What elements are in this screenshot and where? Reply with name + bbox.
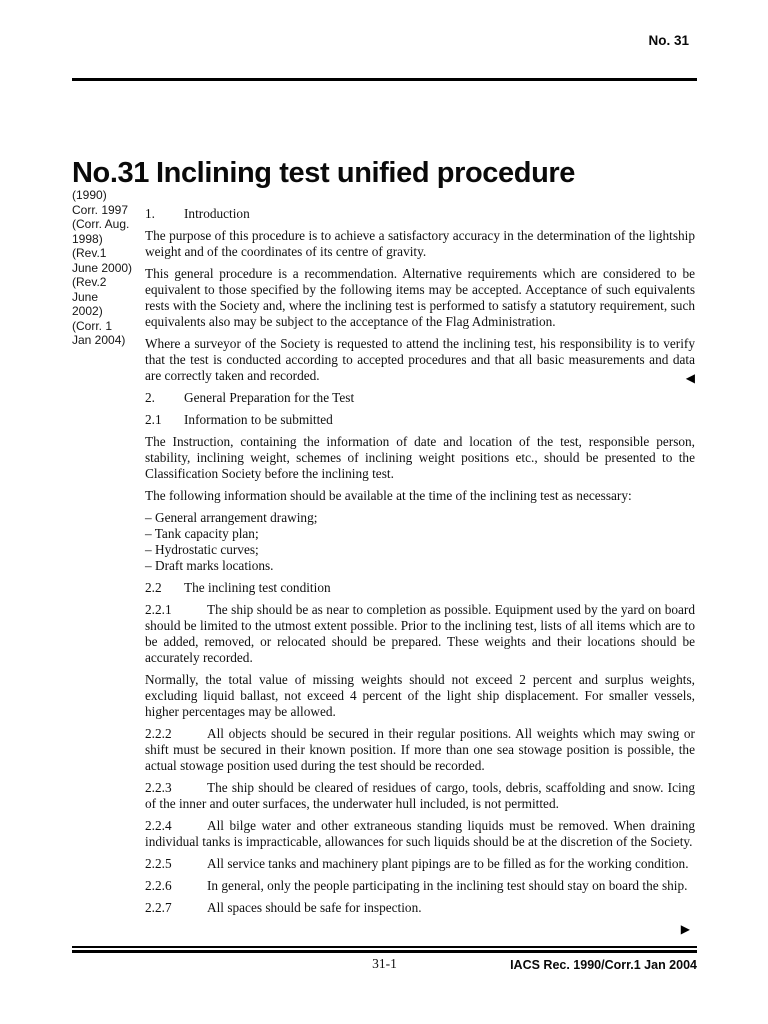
- section-title: Information to be submitted: [184, 412, 333, 427]
- paragraph-intro-3: [145, 336, 695, 384]
- section-title: General Preparation for the Test: [184, 390, 355, 405]
- paragraph-text: Where a surveyor of the Society is requested to attend the inclining test, his responsibility is to verify that the test is conducted according to accepted procedures and that all basic measurements and data are correctly taken and recorded.: [145, 336, 695, 383]
- revision-line: June 2000): [72, 260, 133, 275]
- clause-text: In general, only the people participating in the inclining test should stay on board the ship.: [207, 878, 688, 893]
- paragraph-intro-2: This general procedure is a recommendation. Alternative requirements which are considered to be equivalent to those specified by the following items may be accepted. Acceptance of such equivalents rests with the Society and, where the inclining test is performed to satisfy a statutory requirement, such equivalents also may be subject to the acceptance of the Flag Administration.: [145, 266, 695, 329]
- information-list: [145, 510, 695, 574]
- clause-text: The ship should be cleared of residues of cargo, tools, debris, scaffolding and snow. Icing of the inner and outer surfaces, the underwater hull included, is not permitted.: [145, 780, 695, 811]
- header-rule: [72, 78, 697, 81]
- footer-rule-thin: [72, 946, 697, 948]
- paragraph-2-2-2: [145, 726, 695, 774]
- clause-number: 2.2.3: [145, 780, 172, 795]
- document-body: [145, 206, 695, 922]
- section-number: 1.: [145, 206, 155, 221]
- clause-text: All objects should be secured in their regular positions. All weights which may swing or shift must be secured in their known position. If more than one sea stowage position is possible, the actual stowage position used during the test should be recorded.: [145, 726, 695, 773]
- section-number: 2.2: [145, 580, 162, 595]
- revision-line: (1990): [72, 188, 107, 202]
- clause-number: 2.2.6: [145, 878, 172, 893]
- clause-number: 2.2.1: [145, 602, 172, 617]
- doc-number: No.31: [72, 157, 149, 189]
- revision-history: [72, 188, 146, 348]
- section-heading-2-1: [145, 412, 695, 428]
- section-number: 2.: [145, 390, 155, 405]
- header-doc-number: No. 31: [648, 33, 689, 48]
- clause-number: 2.2.2: [145, 726, 172, 741]
- revision-marker-left-icon: ◀: [685, 371, 695, 385]
- paragraph-2-2-6: [145, 878, 695, 894]
- clause-number: 2.2.4: [145, 818, 172, 833]
- footer-publication-info: IACS Rec. 1990/Corr.1 Jan 2004: [510, 958, 697, 972]
- revision-line: Jan 2004): [72, 333, 126, 347]
- section-title: Introduction: [184, 206, 250, 221]
- footer-page-number: 31-1: [372, 956, 397, 971]
- list-item: – Hydrostatic curves;: [145, 542, 259, 557]
- revision-line: (Corr. Aug.: [72, 217, 130, 231]
- revision-line: 1998): [72, 231, 103, 246]
- revision-line: (Corr. 1: [72, 318, 113, 333]
- footer-rule-thick: [72, 950, 697, 953]
- paragraph-2-2-5: [145, 856, 695, 872]
- list-item: – Tank capacity plan;: [145, 526, 259, 541]
- title-row: [72, 157, 575, 190]
- revision-line: June: [72, 289, 99, 304]
- paragraph-2-2-1: [145, 602, 695, 666]
- list-item: – General arrangement drawing;: [145, 510, 318, 525]
- clause-text: All bilge water and other extraneous standing liquids must be removed. When draining individual tanks is impracticable, allowances for such liquids should be at the discretion of the Society.: [145, 818, 695, 849]
- paragraph-2-2-3: [145, 780, 695, 812]
- clause-number: 2.2.5: [145, 856, 172, 871]
- section-heading-2-2: [145, 580, 695, 596]
- paragraph-2-2-7: [145, 900, 695, 916]
- clause-text: The ship should be as near to completion as possible. Equipment used by the yard on board should be limited to the utmost extent possible. Prior to the inclining test, lists of all items which are to be added, removed, or relocated should be prepared. These weights and their locations should be accurately recorded.: [145, 602, 695, 665]
- revision-marker-right-icon: ▶: [680, 922, 690, 936]
- paragraph-2-2-1b: Normally, the total value of missing weights should not exceed 2 percent and surplus weights, excluding liquid ballast, not exceed 4 percent of the light ship displacement. For smaller vessels, higher percentages may be allowed.: [145, 672, 695, 719]
- revision-line: (Rev.1: [72, 246, 107, 260]
- section-heading-1: [145, 206, 695, 222]
- section-number: 2.1: [145, 412, 162, 427]
- paragraph-2-1-2: The following information should be available at the time of the inclining test as necessary:: [145, 488, 632, 503]
- revision-line: 2002): [72, 304, 103, 318]
- section-title: The inclining test condition: [184, 580, 331, 595]
- revision-line: (Rev.2: [72, 275, 107, 289]
- clause-text: All spaces should be safe for inspection.: [207, 900, 422, 915]
- paragraph-2-1-1: The Instruction, containing the information of date and location of the test, responsible person, stability, inclining weight, schemes of inclining weight positions etc., should be presented to the Classification Society before the inclining test.: [145, 434, 695, 481]
- section-heading-2: [145, 390, 695, 406]
- list-item: – Draft marks locations.: [145, 558, 274, 573]
- page-title: Inclining test unified procedure: [155, 157, 575, 189]
- paragraph-2-2-4: [145, 818, 695, 850]
- revision-line: Corr. 1997: [72, 202, 129, 217]
- clause-number: 2.2.7: [145, 900, 172, 915]
- clause-text: All service tanks and machinery plant pipings are to be filled as for the working condition.: [207, 856, 689, 871]
- paragraph-intro-1: The purpose of this procedure is to achieve a satisfactory accuracy in the determination of the lightship weight and of the coordinates of its centre of gravity.: [145, 228, 695, 259]
